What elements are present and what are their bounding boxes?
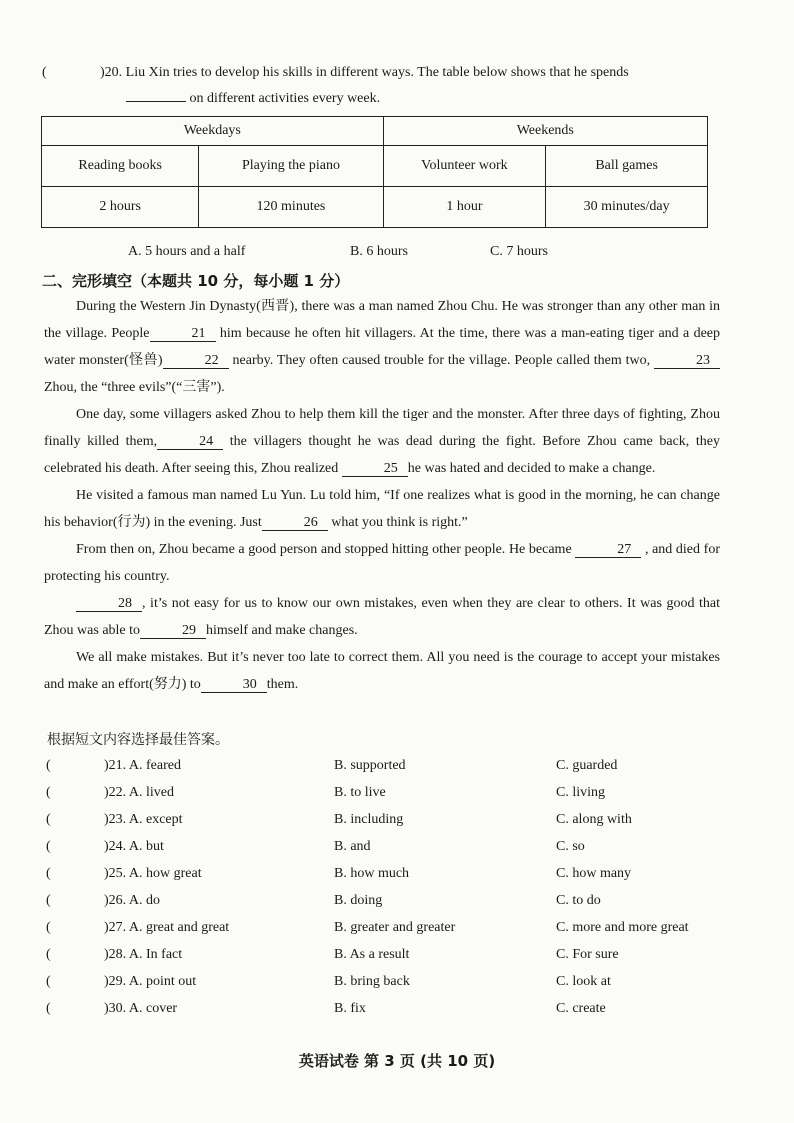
- option-b[interactable]: B. bring back: [334, 974, 410, 989]
- table-cell: Volunteer work: [383, 146, 546, 187]
- option-b[interactable]: B. As a result: [334, 947, 410, 962]
- option-c[interactable]: C. so: [556, 839, 585, 854]
- page-footer: 英语试卷 第 3 页 (共 10 页): [298, 1052, 496, 1070]
- table-cell: Ball games: [546, 146, 708, 187]
- blank-28: 28: [76, 596, 142, 612]
- answer-paren[interactable]: (: [46, 812, 51, 827]
- table-cell: 120 minutes: [199, 187, 383, 228]
- paragraph-6: [44, 644, 720, 698]
- option-a[interactable]: )22. A. lived: [104, 785, 174, 800]
- table-cell: 30 minutes/day: [546, 187, 708, 228]
- question-row: [46, 995, 726, 1022]
- answer-paren[interactable]: (: [46, 920, 51, 935]
- question-row: [46, 887, 726, 914]
- blank-29: 29: [140, 623, 206, 639]
- section-title: 二、完形填空（本题共 10 分，每小题 1 分）: [42, 272, 350, 290]
- option-a[interactable]: )25. A. how great: [104, 866, 202, 881]
- option-a[interactable]: )26. A. do: [104, 893, 160, 908]
- question-20-stem: [42, 60, 629, 112]
- option-b[interactable]: B. including: [334, 812, 404, 827]
- question-row: [46, 779, 726, 806]
- blank-26: 26: [262, 515, 328, 531]
- answer-paren[interactable]: (: [46, 866, 51, 881]
- option-b[interactable]: B. how much: [334, 866, 410, 881]
- option-b[interactable]: B. fix: [334, 1001, 366, 1016]
- answer-paren[interactable]: (: [46, 839, 51, 854]
- option-b[interactable]: B. greater and greater: [334, 920, 456, 935]
- option-a[interactable]: )30. A. cover: [104, 1001, 178, 1016]
- answer-blank: [126, 89, 186, 102]
- blank-24: 24: [157, 434, 223, 450]
- paragraph-2: [44, 401, 720, 482]
- blank-22: 22: [163, 353, 229, 369]
- blank-30: 30: [201, 677, 267, 693]
- option-c[interactable]: C. more and more great: [556, 920, 689, 935]
- option-b[interactable]: B. supported: [334, 758, 406, 773]
- option-b[interactable]: B. doing: [334, 893, 383, 908]
- passage-text: We all make mistakes. But it’s never too late to correct them. All you need is the courage to accept your mistakes and make an effort(努力) to: [44, 650, 720, 692]
- paragraph-3: [44, 482, 720, 536]
- paragraph-4: [44, 536, 720, 590]
- passage-text: he was hated and decided to make a change.: [407, 461, 656, 476]
- answer-paren[interactable]: (: [46, 947, 51, 962]
- passage-text: One day, some villagers asked Zhou to help them kill the tiger and the monster. After three days of fighting, Zhou finally killed them,: [44, 407, 720, 449]
- passage-text: him because he often hit villagers. At the time, there was a man-eating tiger and a deep water monster(怪兽): [44, 326, 721, 368]
- passage-text: them.: [266, 677, 299, 692]
- passage-text: nearby. They often caused trouble for the village. People called them two,: [232, 353, 651, 368]
- passage-text: From then on, Zhou became a good person and stopped hitting other people. He became: [76, 542, 572, 557]
- question-row: [46, 833, 726, 860]
- answer-paren[interactable]: (: [46, 893, 51, 908]
- option-c[interactable]: C. along with: [556, 812, 632, 827]
- cloze-passage: [44, 293, 720, 698]
- question-20-text: )20. Liu Xin tries to develop his skills in different ways. The table below shows that he spends: [100, 65, 629, 80]
- passage-text: the villagers thought he was dead during the fight. Before Zhou came back, they celebrated his death. After seeing this, Zhou realized: [44, 434, 721, 476]
- passage-text: , and died for protecting his country.: [44, 542, 720, 584]
- option-c[interactable]: C. create: [556, 1001, 606, 1016]
- option-a[interactable]: )23. A. except: [104, 812, 183, 827]
- question-row: [46, 860, 726, 887]
- passage-text: Zhou, the “three evils”(“三害”).: [44, 380, 225, 395]
- answer-paren[interactable]: (: [46, 1001, 51, 1016]
- answer-paren: (: [42, 65, 47, 80]
- instruction: 根据短文内容选择最佳答案。: [47, 733, 229, 748]
- question-row: [46, 752, 726, 779]
- passage-text: himself and make changes.: [206, 623, 358, 638]
- question-row: [46, 968, 726, 995]
- passage-text: During the Western Jin Dynasty(西晋), there was a man named Zhou Chu. He was stronger than any other man in the village. People: [44, 299, 720, 341]
- option-c[interactable]: C. how many: [556, 866, 632, 881]
- table-cell: 2 hours: [42, 187, 199, 228]
- table-header-weekdays: Weekdays: [42, 117, 384, 146]
- answer-paren[interactable]: (: [46, 758, 51, 773]
- option-a[interactable]: )29. A. point out: [104, 974, 197, 989]
- option-a[interactable]: )28. A. In fact: [104, 947, 183, 962]
- option-a[interactable]: )24. A. but: [104, 839, 164, 854]
- activity-table: [41, 116, 708, 228]
- table-cell: Playing the piano: [199, 146, 383, 187]
- option-c[interactable]: C. For sure: [556, 947, 619, 962]
- option-c[interactable]: C. look at: [556, 974, 611, 989]
- option-c[interactable]: C. guarded: [556, 758, 618, 773]
- passage-text: He visited a famous man named Lu Yun. Lu told him, “If one realizes what is good in the morning, he can change his behavior(行为) in the evening. Just: [44, 488, 720, 530]
- question-20-text-2: on different activities every week.: [189, 91, 381, 106]
- paragraph-5: [44, 590, 720, 644]
- blank-25: 25: [342, 461, 408, 477]
- question-row: [46, 806, 726, 833]
- q20-option-b[interactable]: B. 6 hours: [350, 244, 408, 259]
- passage-text: , it’s not easy for us to know our own mistakes, even when they are clear to others. It was good that Zhou was able to: [44, 596, 720, 638]
- table-cell: Reading books: [42, 146, 199, 187]
- option-b[interactable]: B. to live: [334, 785, 386, 800]
- question-row: [46, 914, 726, 941]
- passage-text: what you think is right.”: [331, 515, 468, 530]
- blank-27: 27: [575, 542, 641, 558]
- option-c[interactable]: C. living: [556, 785, 606, 800]
- q20-option-a[interactable]: A. 5 hours and a half: [128, 244, 246, 259]
- option-a[interactable]: )21. A. feared: [104, 758, 181, 773]
- blank-21: 21: [150, 326, 216, 342]
- table-header-weekends: Weekends: [383, 117, 707, 146]
- answer-paren[interactable]: (: [46, 785, 51, 800]
- option-b[interactable]: B. and: [334, 839, 371, 854]
- table-cell: 1 hour: [383, 187, 546, 228]
- q20-option-c[interactable]: C. 7 hours: [490, 244, 548, 259]
- blank-23: 23: [654, 353, 720, 369]
- paragraph-1: [44, 293, 720, 401]
- option-c[interactable]: C. to do: [556, 893, 601, 908]
- option-a[interactable]: )27. A. great and great: [104, 920, 230, 935]
- question-row: [46, 941, 726, 968]
- answer-paren[interactable]: (: [46, 974, 51, 989]
